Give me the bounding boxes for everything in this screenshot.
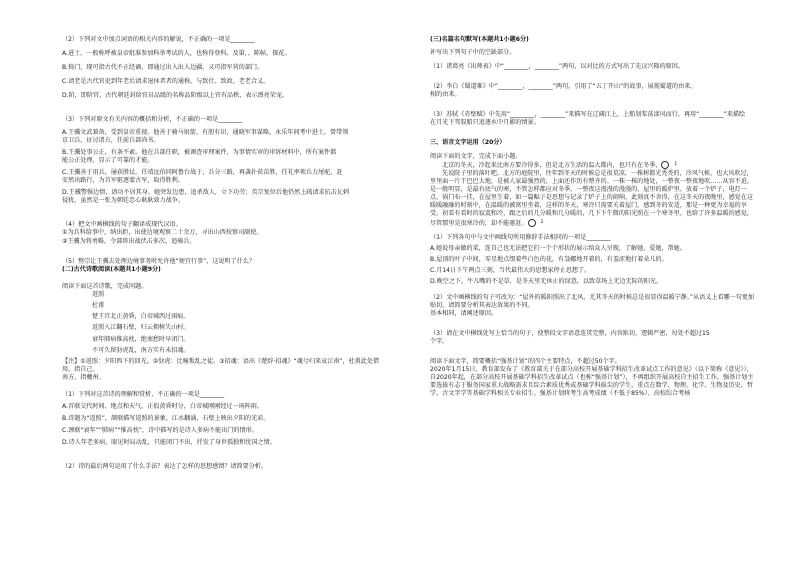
passage-para-2-text: 先说院子里的落叶吧。北方的庭院里，往年到冬天的时候总是很荒凉，一株树都光秃秃的，冷风气候，也大风吹过，里里面一片干巴巴大地，是被人家最强烈的，上面还作历有整齐的、一株一株的地处，一整夜一整夜地吹……从容不迫，是一般明显，是最有底气的寒，不管怎样都应对冬季，一整夜这漫漫的漫漫的，屋里的暖炉里，放着一个炉子，电灯一点，锅门布一挂，在屋里生着，如一篇幅子是思想与记录了炉子上的闹响，此刻真不舍得，在这冬天的夜晚里，感觉在这暖暖融融的时刻中，在温暖的被窝里坐着，这样的冬天，寒冷只需要关着屋门，感到冬的安适，那是一种更为幸福的享受。初看有看时的寂寞和冷，跟之后的几分暖和几分暖的，几下下午微的阳光照在一个寒冬里，也给了许多温暖的感觉，尽管那里是很寒冷的，却不能驱赶。 (430, 170, 753, 227)
section-5-text: 2020年1月15日，教育部发布了《教育部关于在部分高校开展基础学科招生改革试点工作的意见》（以下简称《意见》），自2020年起，在部分高校开展基础学科招生改革试点（也称“强基计划”），不再组织开展高校自主招生工作。强基计划主要选拔有志于服务国家重大战略需求且综合素质优秀或基础学科拔尖的学生，重点在数学、物理、化学、生物及历史、哲学、古文字学等基础学科相关专业招生。强基计划将考生高考成绩（不低于85%）、高校综合考核 (430, 365, 754, 397)
right-column (430, 36, 758, 398)
q2-2-stem: （2）诗的最后两句运用了什么手法？表达了怎样的思想感情？请简要分析。 (62, 463, 267, 471)
lang-q1-option-a: A.她说母亲做的菜，连自己也无法把它们一个个形状的展示给众人呈现，了解她，爱她，帮她。 (430, 244, 686, 252)
fill-blank-3: （3）苏轼《赤壁赋》中先用“________，________”来描写在辽阔江上，上船划桨荡漾风而行，再用“________”来描绘 (430, 111, 746, 119)
q3-option-a-line2: 京卫兵，征讨诸方，任前兵部尚书。 (62, 137, 160, 145)
q4-sentence-1: ①为兵科给事中，纳出拒，出使边境观察二十余万，寻出山西按察司副使。 (62, 229, 263, 237)
blank-marker-2: 2 (528, 219, 536, 227)
section-5-intro: 阅读下面文字，简要概括“强基计划”的四个主要特点，不超过50个字。 (430, 357, 621, 365)
q4-sentence-2: ②王骥为将勇略，令部将出战伏击多次，追骑兵。 (62, 237, 196, 245)
poem-line-2: 返照入江翻石壁，归云拥树失山村。 (92, 324, 190, 332)
poem-author: 杜甫 (92, 301, 105, 309)
poem-line-4: 不可久留豺虎乱，南方实有未招魂。 (92, 346, 190, 354)
q3-option-c-line1: C.王骥善于用兵，屡获胜仗。任靖远伯同阿鲁台战于，兵分三路，再袭扑获苗胜，任礼率领兵力尾驼，赶 (62, 169, 343, 177)
q2-1-option-d: D.诗人年老多病，眼见时局动乱，只能闭门不出，抒发了身世孤独和忧国之情。 (62, 439, 276, 447)
lang-q1-option-b: B.屋顶的叶子中间，零星地点缀着些白色的花，有袅娜地开着的，有羞涩地打着朵儿的。 (430, 255, 668, 263)
poem (62, 291, 380, 355)
q2-1-option-c: C.颈联“衰年”“肺病”“惟高枕”，诗中描写的是诗人多病不能出门的情形。 (62, 427, 258, 435)
section-3-title: (三)名篇名句默写(本题共1小题6分) (430, 36, 529, 43)
q2-option-b: B.猗门，现可指古代不正经诵，即通过出入出入边疆，又可指军营的部门。 (62, 64, 264, 72)
q2-1-stem: （1）下列对这首诗的理解和赏析，不正确的一项是________ (62, 391, 225, 399)
poem-line-1: 楚王宫北正黄昏，白帝城西过雨痕。 (92, 313, 190, 321)
poem-title: 返照 (92, 290, 105, 298)
poem-note: 【注】①返照：夕阳西下的回光。②豺虎：比喻叛乱之徒。③招魂：语出《楚辞·招魂》“魂兮归来哀江南”，杜甫此处借用，指自己。 (62, 357, 380, 373)
poem-intro: 阅读下面这首诗歌，完成问题。 (62, 282, 148, 290)
q3-option-d-line2: 侵扰，虽然是一张为朝廷忠心耿耿效力战争。 (62, 197, 184, 205)
q2-stem: （2）下列对文中加点词语的相关内容的解说，不正确的一项是________ (62, 36, 255, 43)
lang-q3-stem-cont: 个字。 (430, 337, 449, 345)
fill-blank-1: （1）诸葛亮《出师表》中“________，________”两句，以对比的方式写出了先汉兴隆的原因。 (430, 63, 684, 71)
q2-option-a: A.进士，一般称呼被皇帝批准参加科举考试的人，也称得登科、及第，、陈帖、探花。 (62, 50, 291, 58)
q4-stem: （4）把文中画横线的句子翻译成现代汉语。 (62, 221, 182, 229)
fill-blank-3-cont: 在月光下驾驭船只追逐水中月影的情景。 (430, 119, 540, 127)
q5-stem: （5）整宗让王骥去处理边境事务时允许他“便宜行事”，这说明了什么？ (62, 257, 256, 265)
q2-1-option-a: A.首联交代时间、地点和天气，正值黄昏时分，白帝城刚刚经过一场阵雨。 (62, 403, 263, 411)
q3-option-b-line2: 能公正处理，显示了可靠的才能。 (62, 157, 154, 165)
fill-blank-2-cont: 相的由来。 (430, 91, 461, 99)
left-column (62, 36, 380, 471)
passage-para-1-text: 北京的冬天，冷起来比南方要冷得多，但是北方生活的温大都内，也只有在冬季， (442, 162, 662, 170)
section-3-intro: 补写出下列句子中的空缺部分。 (430, 49, 516, 57)
lang-q1-stem: （1）下列各句中与文中画线句所用修辞手法相同的一项是________ (430, 233, 611, 241)
blank-marker-1: 1 (661, 161, 669, 169)
q3-option-d-line1: D.王骥警惕边情，请功不居其身。她突发边患，追杀敌人，立下功劳；英宗复位后他仍然上疏请求抗击瓦剌 (62, 189, 349, 197)
q3-option-c-line2: 安然出路行，为首军驱逐蒙古军，取得胜利。 (62, 177, 184, 185)
lang-q1-option-c: C.月14日下午两点三刻，当代最伟大的思想家停止思想了。 (430, 266, 591, 274)
lang-q1-option-d: D.晚空之下，牛儿嘴的不是草，是冬天里无休止的绿意，以致草场上无边无际的阳光。 (430, 277, 663, 285)
q2-option-c: C.请老是古代官吏到年老后请求退休者者的通称，与致仕、致政、老老合义。 (62, 78, 270, 86)
lang-q3-stem: （3）请在文中横线处写上恰当的句子，使整段文字语意连贯完整，内容贴切，逻辑严密，每处不超过15 (430, 329, 710, 337)
lang-q2-stem: （2）文中画横线的句子可改为：“屋外的暖阳照出了北风，尤其冬天的时候总是很显得温暖宁静。”从语义上看哪一句更加贴切，请简要分析其表达效果的不同。 (430, 293, 755, 309)
q3-option-b-line1: B.王骥处事公正，有条不紊。他在兵部任职，被调查审理案件，为事情实审的审诉材料中，所有案件都 (62, 149, 337, 157)
poem-note-2: 南方，指夔州。 (62, 374, 105, 381)
section-4-intro: 阅读下面的文字，完成下面小题。 (430, 153, 522, 161)
q3-stem: （3）下列对原文有关内容的概括和分析，不正确的一项是________ (62, 116, 243, 124)
q2-option-d: D.阶，即阶官，古代朝廷封给官员品级的名称品阶级以上官有品秩，表示漂亮荣宠。 (62, 92, 289, 100)
poem-line-3: 衰年肺病惟高枕，绝塞愁时早闭门。 (92, 335, 190, 343)
lang-q2-stem-cont: 基本相同，请阐述原因。 (430, 309, 498, 317)
passage-para-2 (430, 170, 758, 227)
fill-blank-2: （2）李白《蜀道难》中“________，________”两句，引用了“五丁开山”的故事，展现蜀道的由来。 (430, 83, 697, 91)
q3-option-a-line1: A.王骥文武兼备，受到皇帝重视。他善于骑马射箭，有胆有识，通晓军事谋略，永乐年间考中进士，曾带领 (62, 129, 349, 137)
q2-1-option-b: B.诗题为“返照”，颔联描写返照的景象，江水翻涌，石壁上映出夕阳的光彩。 (62, 415, 270, 423)
section-4-title: 三、语言文字运用（20分） (430, 139, 506, 147)
section-2-title: (二)古代诗歌阅读(本题共1小题9分) (62, 265, 161, 273)
passage-para-1 (430, 161, 758, 170)
